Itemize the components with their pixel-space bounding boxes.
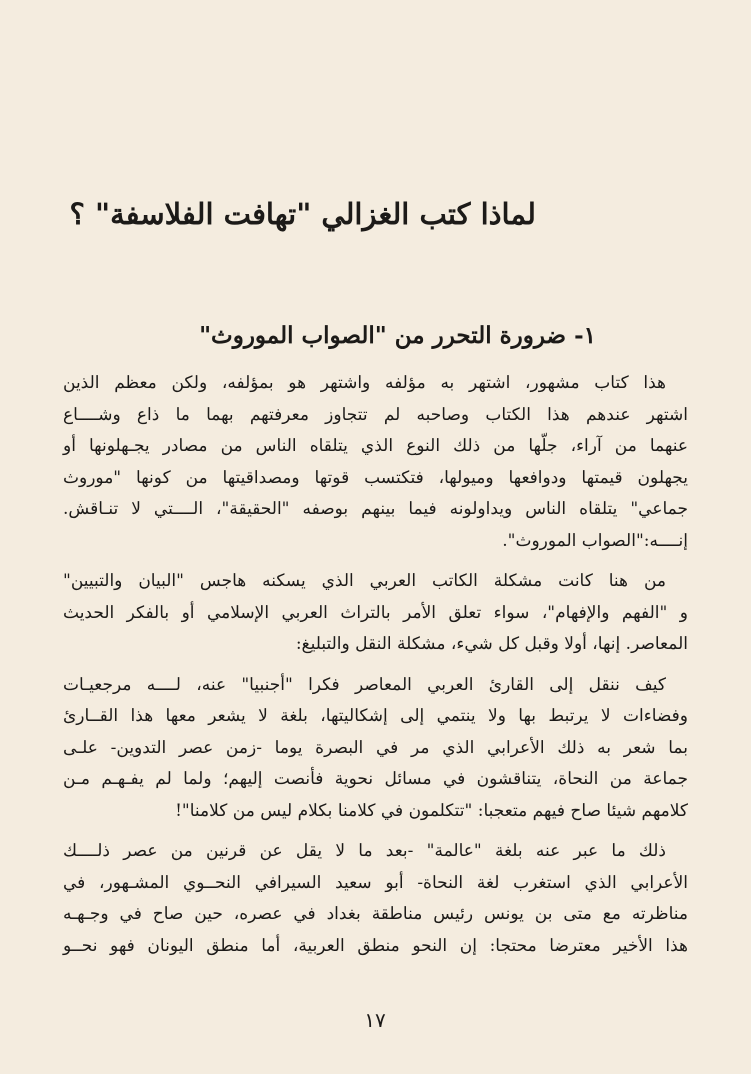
text-line: المعاصر. إنها، أولا وقبل كل شيء، مشكلة النقل والتبليغ: xyxy=(295,634,688,654)
text-line: يجهلون قيمتها ودوافعها وميولها، فتكتسب قوتها ومصداقيتها من كونها "موروث xyxy=(63,467,688,488)
section-heading: ١- ضرورة التحرر من "الصواب الموروث" xyxy=(199,322,596,349)
text-line: كيف ننقل إلى القارئ العربي المعاصر فكرا "أجنبيا" عنه، لــــه مرجعيـات xyxy=(63,674,666,695)
text-line: جماعي" يتلقاه الناس ويداولونه فيما بينهم بوصفه "الحقيقة"، الــــتي لا تنـاقش. xyxy=(63,499,688,519)
paragraph-3 xyxy=(63,670,688,828)
text-line: وفضاءات لا يرتبط بها ولا ينتمي إلى إشكاليتها، بلغة لا يشعر معها هذا القــارئ xyxy=(63,706,688,726)
text-line: من هنا كانت مشكلة الكاتب العربي الذي يسكنه هاجس "البيان والتبيين" xyxy=(63,571,666,591)
chapter-title: لماذا كتب الغزالي "تهافت الفلاسفة" ؟ xyxy=(69,197,536,231)
paragraph-1 xyxy=(63,368,688,557)
text-line: و "الفهم والإفهام"، سواء تعلق الأمر بالتراث العربي الإسلامي أو بالفكر الحديث xyxy=(63,602,688,623)
text-line: ذلك ما عبر عنه بلغة "عالمة" -بعد ما لا يقل عن قرنين من عصر ذلــــك xyxy=(63,841,666,861)
text-line: الأعرابي الذي استغرب لغة النحاة- أبو سعيد السيرافي النحــوي المشـهور، في xyxy=(63,872,688,893)
text-line: اشتهر عندهم هذا الكتاب وصاحبه لم تتجاوز معرفتهم بهما ما ذاع وشــــاع xyxy=(63,404,688,425)
text-line: بما شعر به ذلك الأعرابي الذي مر في البصرة يوما -زمن عصر التدوين- علـى xyxy=(63,737,688,758)
page-number: ١٧ xyxy=(364,1008,386,1032)
body-text xyxy=(63,368,688,962)
text-line: مناظرته مع متى بن يونس رئيس مناطقة بغداد في عصره، حين صاح في وجـهـه xyxy=(63,904,688,924)
paragraph-4 xyxy=(63,836,688,962)
paragraph-2 xyxy=(63,566,688,661)
text-line: عنهما من آراء، جلّها من ذلك النوع الذي يتلقاه الناس من مصادر يجـهلونها أو xyxy=(63,436,688,456)
text-line: جماعة من النحاة، يتناقشون في مسائل نحوية فأنصت إليهم؛ ولما لم يفـهـم مـن xyxy=(63,769,688,789)
text-line: إنــــه:"الصواب الموروث". xyxy=(502,530,688,551)
text-line: هذا الأخير معترضا محتجا: إن النحو منطق العربية، أما منطق اليونان فهو نحــو xyxy=(63,935,688,956)
text-line: هذا كتاب مشهور، اشتهر به مؤلفه واشتهر هو بمؤلفه، ولكن معظم الذين xyxy=(63,373,666,393)
text-line: كلامهم شيئا صاح فيهم متعجبا: "تتكلمون في كلامنا بكلام ليس من كلامنا"! xyxy=(175,800,688,821)
